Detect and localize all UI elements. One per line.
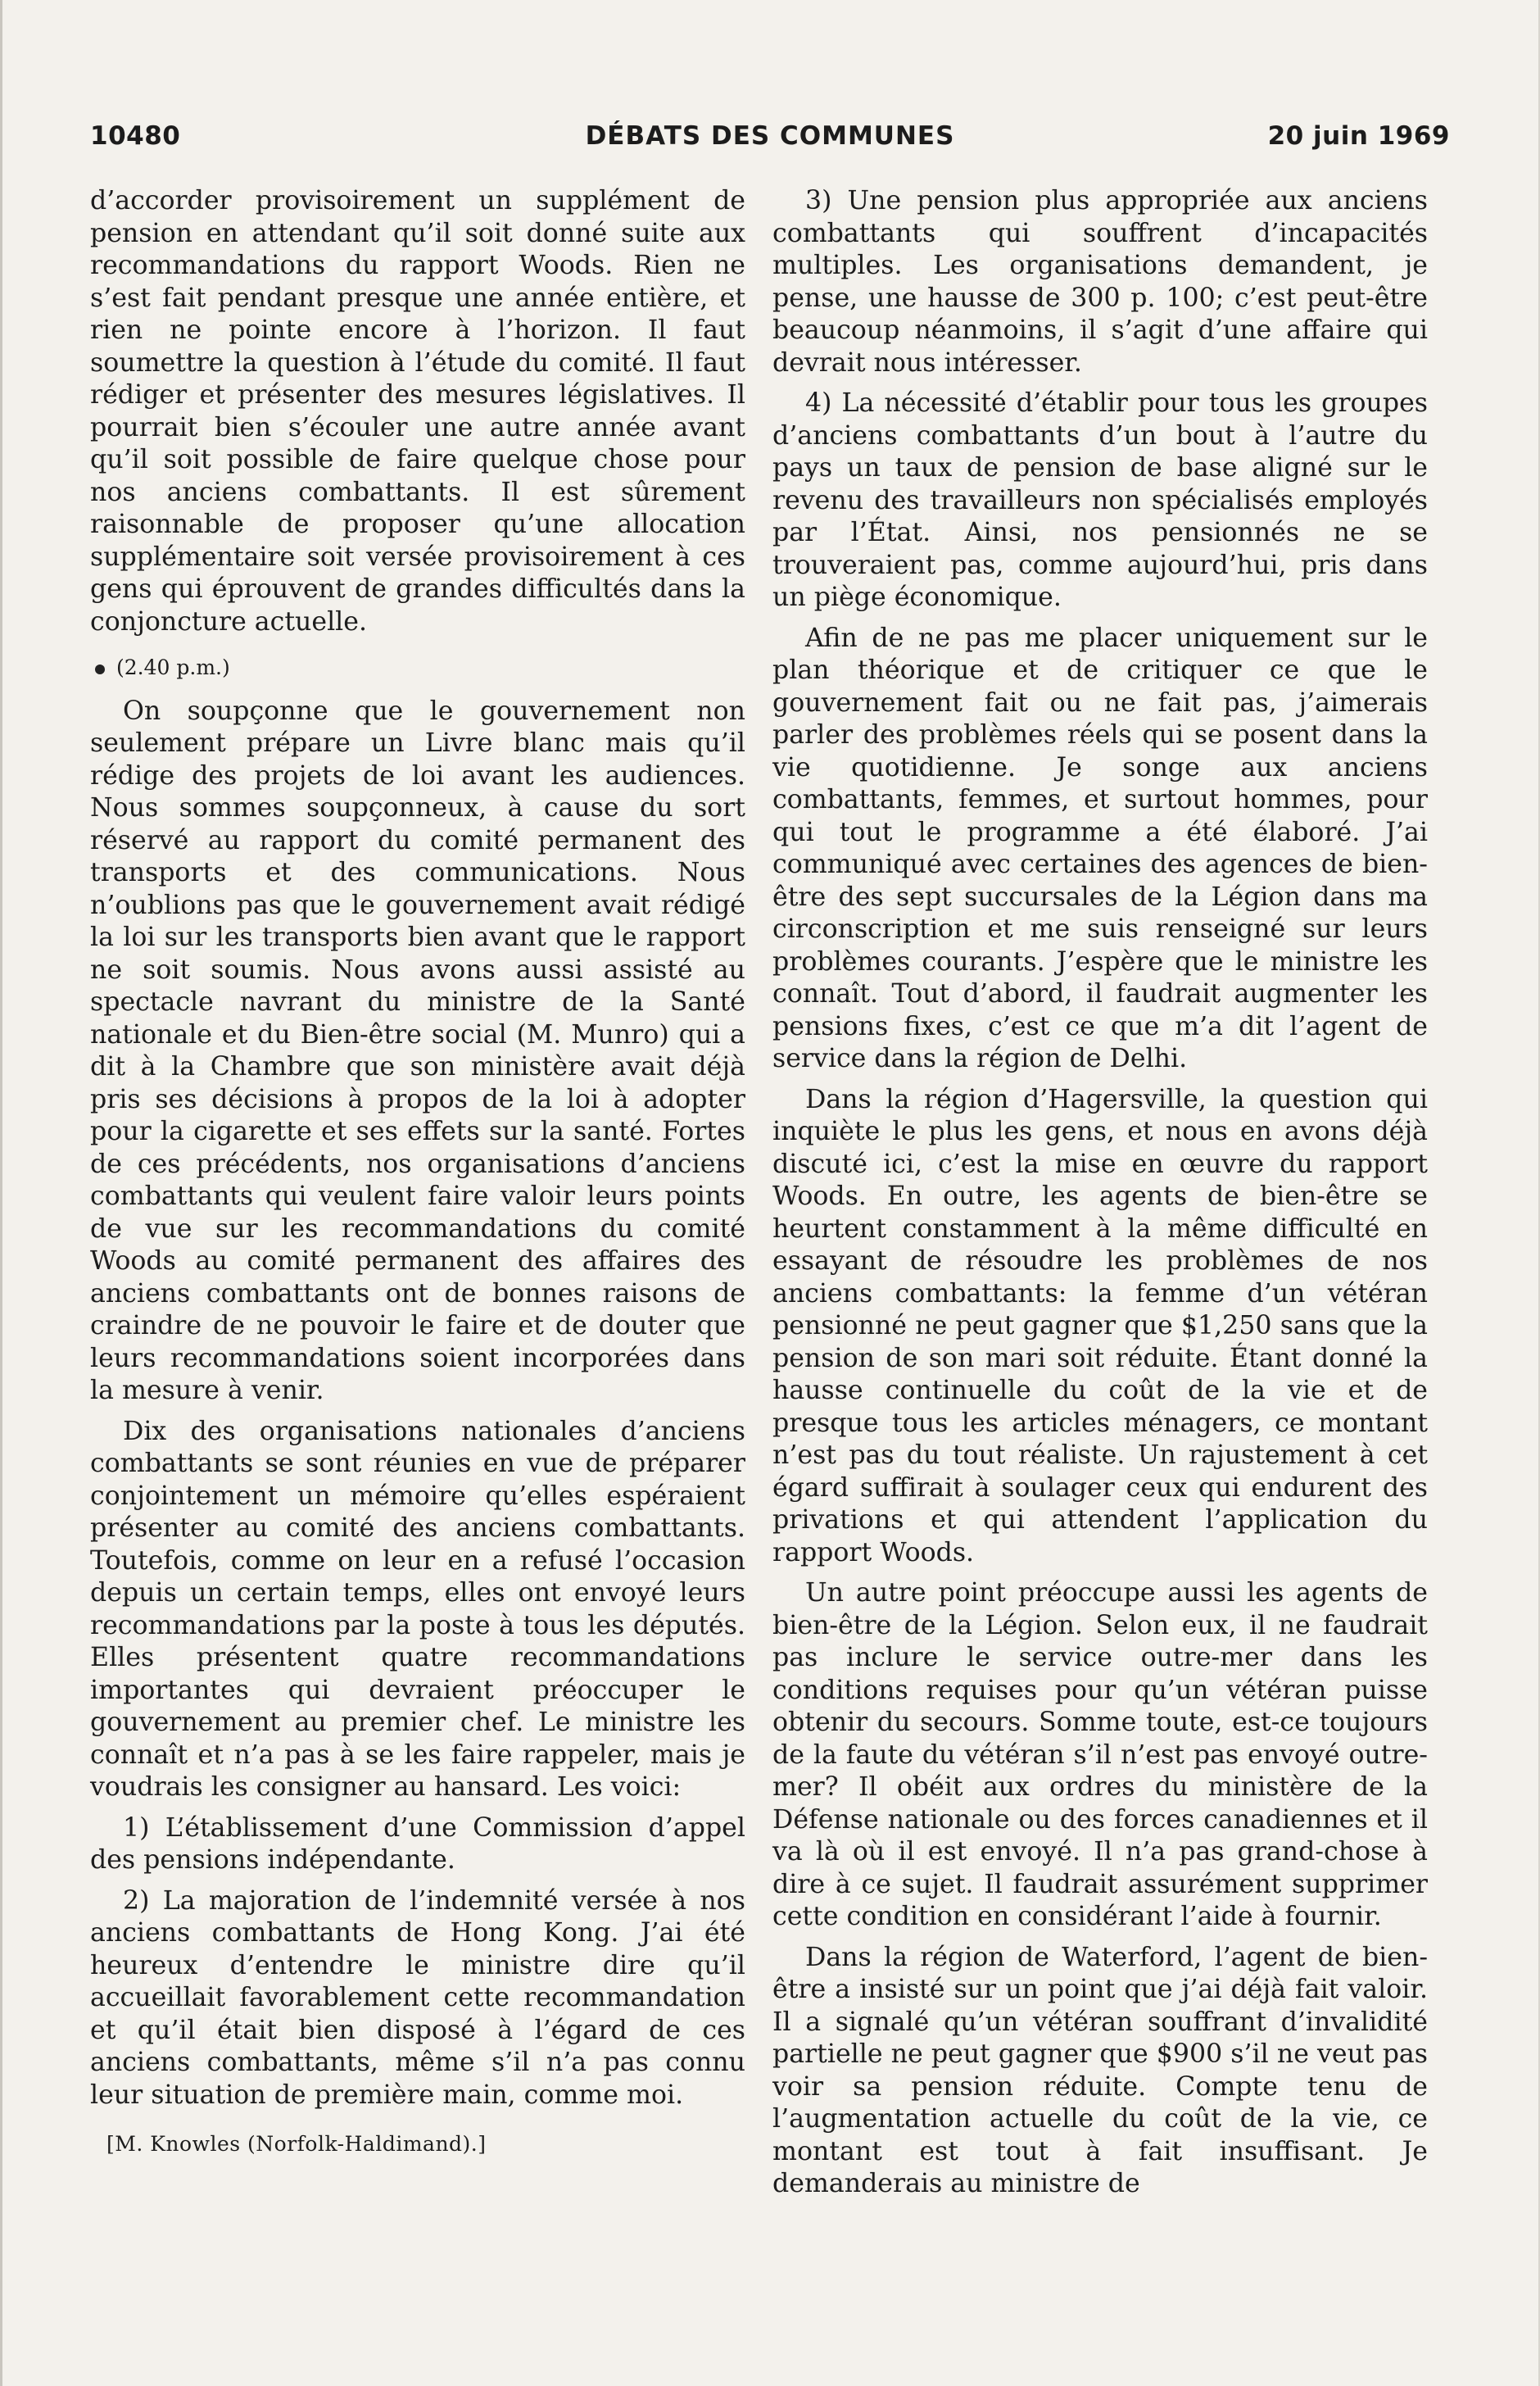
paragraph: Afin de ne pas me placer uniquement sur le plan théorique et de critiquer ce que le gouvernement fait ou ne fait pas, j’aimerais parler des problèmes réels qui se posent dans la vie quotidienne. Je songe aux anciens combattants, femmes, et surtout hommes, pour qui tout le programme a été élaboré. J’ai communiqué avec certaines des agences de bien-être des sept succursales de la Légion dans ma circonscription et me suis renseigné sur leurs problèmes courants. J’espère que le ministre les connaît. Tout d’abord, il faudrait augmenter les pensions fixes, c’est ce que m’a dit l’agent de service dans la région de Delhi. xyxy=(772,623,1428,1073)
paragraph: On soupçonne que le gouvernement non seulement prépare un Livre blanc mais qu’il rédige des projets de loi avant les audiences. Nous sommes soupçonneux, à cause du sort réservé au rapport du comité permanent des transports et des communications. Nous n’oublions pas que le gouvernement avait rédigé la loi sur les transports bien avant que le rapport ne soit soumis. Nous avons aussi assisté au spectacle navrant du ministre de la Santé nationale et du Bien-être social (M. Munro) qui a dit à la Chambre que son ministère avait déjà pris ses décisions à propos de la loi à adopter pour la cigarette et ses effets sur la santé. Fortes de ces précédents, nos organisations d’anciens combattants qui veulent faire valoir leurs points de vue sur les recommandations du comité Woods au comité permanent des affaires des anciens combattants ont de bonnes raisons de craindre de ne pouvoir le faire et de douter que leurs recommandations soient incorporées dans la mesure à venir. xyxy=(90,696,745,1405)
list-item: 1) L’établissement d’une Commission d’appel des pensions indépendante. xyxy=(90,1812,745,1875)
publication-title: DÉBATS DES COMMUNES xyxy=(585,121,955,151)
time-marker xyxy=(90,651,745,684)
bullet-icon xyxy=(95,665,105,674)
page-header xyxy=(90,121,1450,157)
time-marker-text: (2.40 p.m.) xyxy=(116,655,230,679)
paragraph: Dans la région d’Hagersville, la question qui inquiète le plus les gens, et nous en avons déjà discuté ici, c’est la mise en œuvre du rapport Woods. En outre, les agents de bien-être se heurtent constamment à la même difficulté en essayant de résoudre les problèmes de nos anciens combattants: la femme d’un vétéran pensionné ne peut gagner que $1,250 sans que la pension de son mari soit réduite. Étant donné la hausse continuelle du coût de la vie et de presque tous les articles ménagers, ce montant n’est pas du tout réaliste. Un rajustement à cet égard suffirait à soulager ceux qui endurent des privations et qui attendent l’application du rapport Woods. xyxy=(772,1084,1428,1567)
paragraph: d’accorder provisoirement un supplément de pension en attendant qu’il soit donné suite aux recommandations du rapport Woods. Rien ne s’est fait pendant presque une année entière, et rien ne pointe encore à l’horizon. Il faut soumettre la question à l’étude du comité. Il faut rédiger et présenter des mesures législatives. Il pourrait bien s’écouler une autre année avant qu’il soit possible de faire quelque chose pour nos anciens combattants. Il est sûrement raisonnable de proposer qu’une allocation supplémentaire soit versée provisoirement à ces gens qui éprouvent de grandes difficultés dans la conjoncture actuelle. xyxy=(90,186,745,637)
paragraph: Un autre point préoccupe aussi les agents de bien-être de la Légion. Selon eux, il ne faudrait pas inclure le service outre-mer dans les conditions requises pour qu’un vétéran puisse obtenir du secours. Somme toute, est-ce toujours de la faute du vétéran s’il n’est pas envoyé outre-mer? Il obéit aux ordres du ministère de la Défense nationale ou des forces canadiennes et il va là où il est envoyé. Il n’a pas grand-chose à dire à ce sujet. Il faudrait assurément supprimer cette condition en considérant l’aide à fournir. xyxy=(772,1578,1428,1931)
list-item: 3) Une pension plus appropriée aux anciens combattants qui souffrent d’incapacités multiples. Les organisations demandent, je pense, une hausse de 300 p. 100; c’est peut-être beaucoup néanmoins, il s’agit d’une affaire qui devrait nous intéresser. xyxy=(772,186,1428,378)
page-number: 10480 xyxy=(90,121,181,151)
left-column xyxy=(90,185,745,2169)
speaker-attribution: [M. Knowles (Norfolk-Haldimand).] xyxy=(106,2132,487,2156)
page-date: 20 juin 1969 xyxy=(1267,121,1450,151)
paragraph: Dans la région de Waterford, l’agent de bien-être a insisté sur un point que j’ai déjà fait valoir. Il a signalé qu’un vétéran souffrant d’invalidité partielle ne peut gagner que $900 s’il ne veut pas voir sa pension réduite. Compte tenu de l’augmentation actuelle du coût de la vie, ce montant est tout à fait insuffisant. Je demanderais au ministre de xyxy=(772,1942,1428,2198)
paragraph: Dix des organisations nationales d’anciens combattants se sont réunies en vue de préparer conjointement un mémoire qu’elles espéraient présenter au comité des anciens combattants. Toutefois, comme on leur en a refusé l’occasion depuis un certain temps, elles ont envoyé leurs recommandations par la poste à tous les députés. Elles présentent quatre recommandations importantes qui devraient préoccuper le gouvernement au premier chef. Le ministre les connaît et n’a pas à se les faire rappeler, mais je voudrais les consigner au hansard. Les voici: xyxy=(90,1416,745,1802)
list-item: 4) La nécessité d’établir pour tous les groupes d’anciens combattants d’un bout à l’autre du pays un taux de pension de base aligné sur le revenu des travailleurs non spécialisés employés par l’État. Ainsi, nos pensionnés ne se trouveraient pas, comme aujourd’hui, pris dans un piège économique. xyxy=(772,388,1428,612)
right-column xyxy=(772,185,1428,2209)
list-item: 2) La majoration de l’indemnité versée à nos anciens combattants de Hong Kong. J’ai été heureux d’entendre le ministre dire qu’il accueillait favorablement cette recommandation et qu’il était bien disposé à l’égard de ces anciens combattants, même s’il n’a pas connu leur situation de première main, comme moi. xyxy=(90,1885,745,2110)
